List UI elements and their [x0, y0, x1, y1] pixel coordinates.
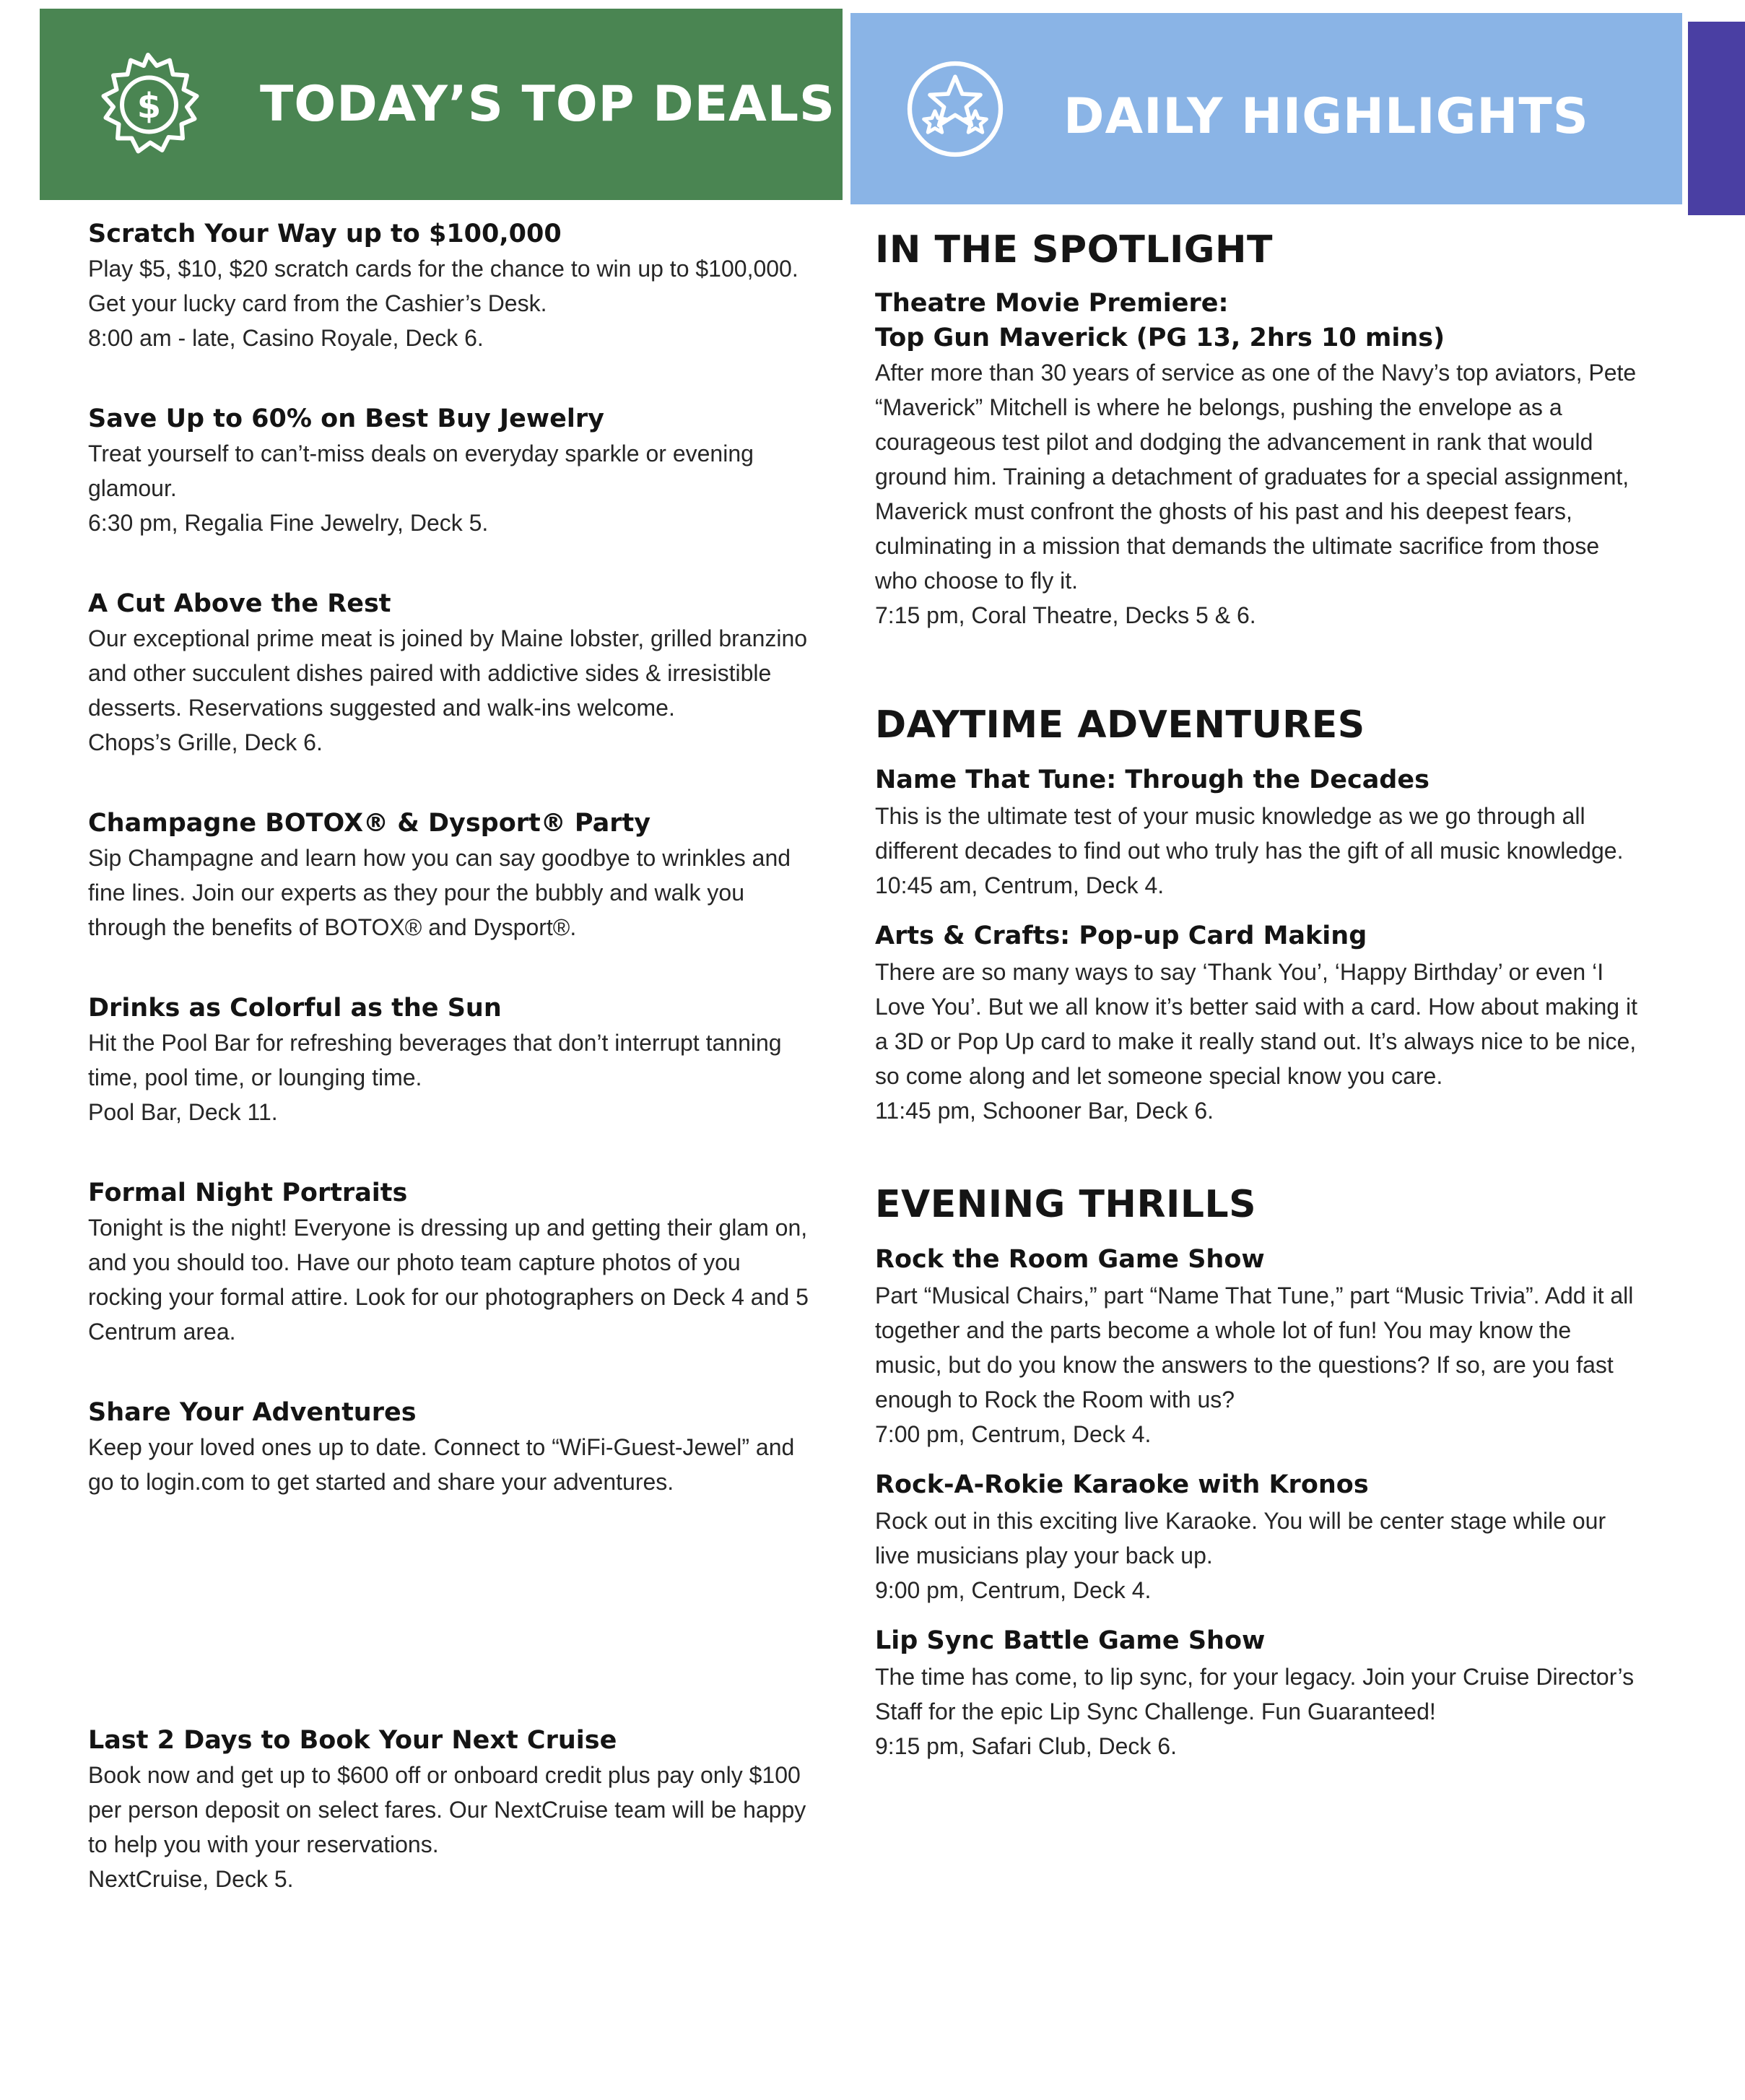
- deal-item: [88, 806, 817, 945]
- event-title: Rock the Room Game Show: [875, 1245, 1265, 1274]
- deal-item: [88, 402, 817, 540]
- spotlight-body: After more than 30 years of service as one of the Navy’s top aviators, Pete “Maverick” Mitchell is where he belongs, pushing the envelope as a courageous test pilot and dodging the advancement in rank that would ground him. Training a detachment of graduates for a special assignment, Maverick must confront the ghosts of his past and his deepest fears, culminating in a mission that demands the ultimate sacrifice from those who choose to fly it.: [875, 360, 1637, 594]
- deal-body: Book now and get up to $600 off or onboard credit plus pay only $100 per person deposit on select fares. Our NextCruise team will be happy to help you with your reservations.: [88, 1762, 806, 1857]
- deal-meta: 6:30 pm, Regalia Fine Jewelry, Deck 5.: [88, 510, 489, 536]
- page-edge-stripe: [1688, 22, 1745, 215]
- deal-body: Tonight is the night! Everyone is dressing up and getting their glam on, and you should too. Have our photo team capture photos of you rocking your formal attire. Look for our photographers on Deck 4 and 5 Centrum area.: [88, 1215, 809, 1345]
- highlights-column: [875, 224, 1640, 1814]
- spotlight-title-line1: Theatre Movie Premiere:: [875, 289, 1229, 318]
- event-body: This is the ultimate test of your music knowledge as we go through all different decades to find out who truly has the gift of all music knowledge.: [875, 803, 1624, 864]
- deal-item: [88, 1176, 817, 1349]
- event-item: [875, 917, 1640, 1128]
- section-heading: DAYTIME ADVENTURES: [875, 703, 1365, 747]
- deal-meta: Pool Bar, Deck 11.: [88, 1099, 278, 1125]
- top-deals-title: TODAY’S TOP DEALS: [260, 76, 836, 133]
- spotlight-section: [875, 224, 1640, 633]
- deal-title: Share Your Adventures: [88, 1398, 417, 1427]
- dollar-badge-icon: [94, 51, 202, 159]
- spotlight-meta: 7:15 pm, Coral Theatre, Decks 5 & 6.: [875, 602, 1256, 628]
- spotlight-title-line2: Top Gun Maverick (PG 13, 2hrs 10 mins): [875, 324, 1445, 352]
- daily-highlights-title: DAILY HIGHLIGHTS: [1063, 88, 1589, 145]
- deal-title: Champagne BOTOX® & Dysport® Party: [88, 809, 651, 838]
- evening-section: [875, 1179, 1640, 1763]
- event-item: [875, 761, 1640, 903]
- deal-title: Last 2 Days to Book Your Next Cruise: [88, 1726, 617, 1755]
- deal-item: [88, 991, 817, 1129]
- deal-title: Scratch Your Way up to $100,000: [88, 220, 562, 248]
- event-title: Lip Sync Battle Game Show: [875, 1626, 1266, 1655]
- event-item: [875, 1622, 1640, 1763]
- deal-meta: 8:00 am - late, Casino Royale, Deck 6.: [88, 325, 484, 351]
- svg-text:$: $: [136, 85, 162, 126]
- deal-item: [88, 586, 817, 760]
- event-body: There are so many ways to say ‘Thank You’, ‘Happy Birthday’ or even ‘I Love You’. But we all know it’s better said with a card. How about making it a 3D or Pop Up card to make it really stand out. It’s always nice to be nice, so come along and let someone special know you care.: [875, 959, 1637, 1089]
- section-heading: IN THE SPOTLIGHT: [875, 228, 1273, 272]
- deal-item: [88, 1395, 817, 1499]
- section-heading: EVENING THRILLS: [875, 1183, 1257, 1226]
- event-item: [875, 1466, 1640, 1607]
- event-meta: 11:45 pm, Schooner Bar, Deck 6.: [875, 1098, 1214, 1124]
- event-title: Arts & Crafts: Pop-up Card Making: [875, 921, 1367, 950]
- deal-body: Treat yourself to can’t-miss deals on everyday sparkle or evening glamour.: [88, 441, 754, 501]
- event-item: [875, 1241, 1640, 1452]
- deal-title: Save Up to 60% on Best Buy Jewelry: [88, 404, 604, 433]
- deal-body: Play $5, $10, $20 scratch cards for the chance to win up to $100,000. Get your lucky card from the Cashier’s Desk.: [88, 256, 798, 316]
- event-title: Rock-A-Rokie Karaoke with Kronos: [875, 1470, 1369, 1499]
- deal-item: [88, 217, 817, 355]
- event-meta: 7:00 pm, Centrum, Deck 4.: [875, 1421, 1152, 1447]
- event-title: Name That Tune: Through the Decades: [875, 765, 1429, 794]
- deal-body: Keep your loved ones up to date. Connect to “WiFi-Guest-Jewel” and go to login.com to get started and share your adventures.: [88, 1434, 795, 1495]
- event-meta: 9:15 pm, Safari Club, Deck 6.: [875, 1733, 1177, 1759]
- deal-title: Formal Night Portraits: [88, 1179, 408, 1207]
- deal-meta: Chops’s Grille, Deck 6.: [88, 729, 323, 755]
- event-body: The time has come, to lip sync, for your legacy. Join your Cruise Director’s Staff for the epic Lip Sync Challenge. Fun Guaranteed!: [875, 1664, 1635, 1724]
- deals-column: [88, 217, 817, 1943]
- event-body: Part “Musical Chairs,” part “Name That Tune,” part “Music Trivia”. Add it all together and the parts become a whole lot of fun! You may know the music, but do you know the answers to the questions? If so, are you fast enough to Rock the Room with us?: [875, 1283, 1634, 1413]
- deal-title: A Cut Above the Rest: [88, 589, 391, 618]
- deal-body: Hit the Pool Bar for refreshing beverages that don’t interrupt tanning time, pool time, or lounging time.: [88, 1030, 782, 1090]
- deal-title: Drinks as Colorful as the Sun: [88, 994, 502, 1023]
- deal-body: Our exceptional prime meat is joined by Maine lobster, grilled branzino and other succulent dishes paired with addictive sides & irresistible desserts. Reservations suggested and walk-ins welcome.: [88, 625, 808, 721]
- daytime-section: [875, 699, 1640, 1128]
- daily-highlights-banner: [850, 13, 1682, 204]
- deal-body: Sip Champagne and learn how you can say goodbye to wrinkles and fine lines. Join our experts as they pour the bubbly and walk you through the benefits of BOTOX® and Dysport®.: [88, 845, 791, 940]
- event-meta: 9:00 pm, Centrum, Deck 4.: [875, 1577, 1152, 1603]
- event-body: Rock out in this exciting live Karaoke. You will be center stage while our live musicians play your back up.: [875, 1508, 1606, 1569]
- top-deals-banner: [40, 9, 843, 200]
- event-meta: 10:45 am, Centrum, Deck 4.: [875, 872, 1165, 898]
- deal-item: [88, 1723, 817, 1896]
- deal-meta: NextCruise, Deck 5.: [88, 1866, 294, 1892]
- stars-circle-icon: [905, 58, 1006, 160]
